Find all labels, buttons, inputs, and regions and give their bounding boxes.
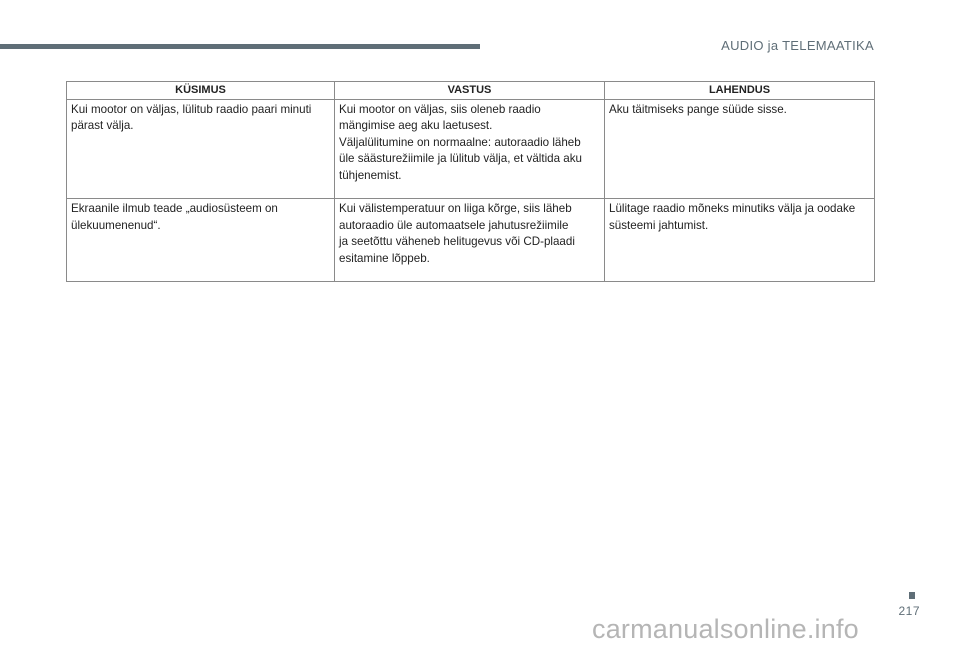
cell-line: ülekuumenenud“. — [71, 218, 161, 232]
solution-cell — [605, 99, 875, 199]
answer-cell — [335, 199, 605, 282]
cell-line: süsteemi jahtumist. — [609, 218, 709, 232]
page-marker-square — [909, 592, 915, 599]
cell-line: Kui välistemperatuur on liiga kõrge, siis läheb — [339, 202, 572, 215]
header-accent-bar — [0, 44, 480, 49]
cell-line: Lülitage raadio mõneks minutiks välja ja oodake — [609, 202, 856, 215]
question-cell — [67, 99, 335, 199]
cell-line: mängimise aeg aku laetusest. — [339, 119, 493, 132]
table-header-row — [67, 82, 875, 100]
column-header-solution: LAHENDUS — [605, 82, 875, 100]
table-row — [67, 199, 875, 282]
cell-line: Aku täitmiseks pange süüde sisse. — [609, 102, 787, 116]
cell-line: Kui mootor on väljas, lülitub raadio paari minuti — [71, 102, 312, 116]
column-header-answer: VASTUS — [335, 82, 605, 100]
question-cell — [67, 199, 335, 282]
column-header-question: KÜSIMUS — [67, 82, 335, 100]
section-title: AUDIO ja TELEMAATIKA — [721, 38, 874, 53]
cell-line: üle säästurežiimile ja lülitub välja, et vältida aku — [339, 152, 582, 165]
cell-line: Kui mootor on väljas, siis oleneb raadio — [339, 102, 541, 116]
watermark-text: carmanualsonline.info — [592, 614, 859, 644]
cell-line: tühjenemist. — [339, 168, 402, 182]
page-number: 217 — [898, 604, 920, 618]
answer-cell — [335, 99, 605, 199]
solution-cell — [605, 199, 875, 282]
cell-line: ja seetõttu väheneb helitugevus või CD-plaadi — [339, 235, 575, 248]
cell-line: autoraadio üle automaatsele jahutusrežiimile — [339, 218, 569, 232]
cell-line: esitamine lõppeb. — [339, 251, 430, 265]
cell-line: Väljalülitumine on normaalne: autoraadio läheb — [339, 135, 581, 149]
troubleshooting-table — [66, 81, 875, 282]
cell-line: Ekraanile ilmub teade „audiosüsteem on — [71, 202, 278, 215]
table-row — [67, 99, 875, 199]
cell-line: pärast välja. — [71, 119, 134, 132]
